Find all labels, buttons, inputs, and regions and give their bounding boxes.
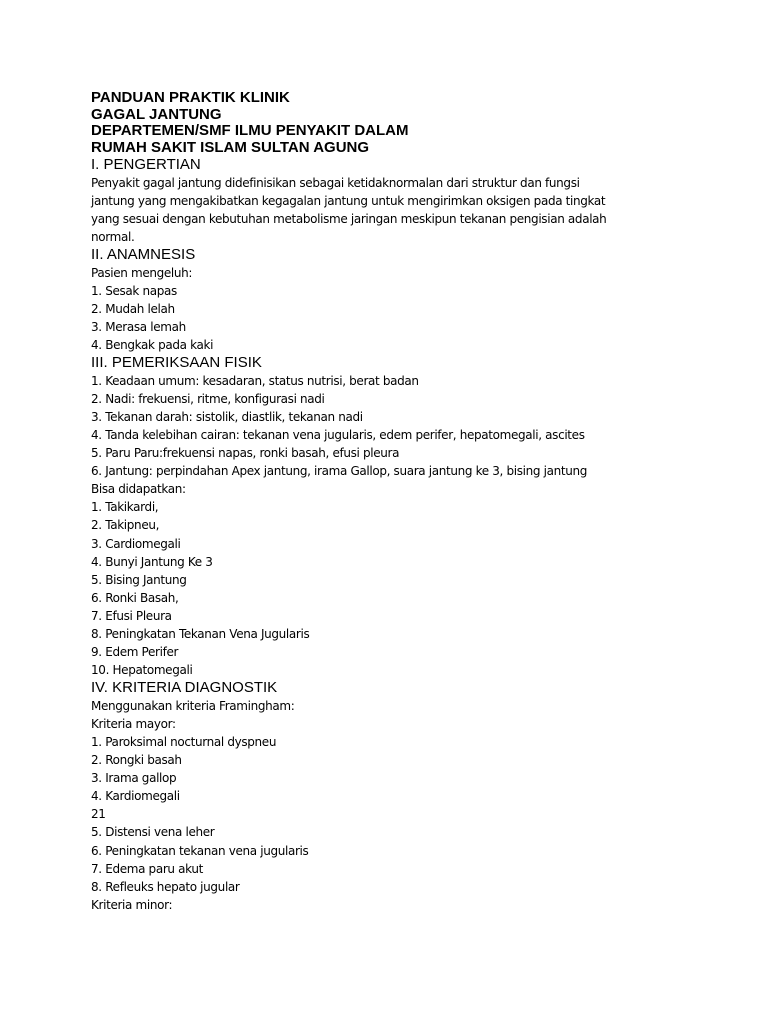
section-anamnesis: [91, 246, 731, 354]
major-criteria-label: Kriteria mayor:: [91, 716, 176, 731]
list-item: 4. Bunyi Jantung Ke 3: [91, 554, 213, 569]
list-item: 1. Sesak napas: [91, 283, 177, 298]
list-item: 4. Tanda kelebihan cairan: tekanan vena jugularis, edem perifer, hepatomegali, ascites: [91, 428, 585, 442]
paragraph-line: yang sesuai dengan kebutuhan metabolisme jaringan meskipun tekanan pengisian adalah: [91, 212, 607, 227]
list-item: 9. Edem Perifer: [91, 645, 179, 660]
list-intro: Bisa didapatkan:: [91, 482, 186, 497]
list-item: 5. Paru Paru:frekuensi napas, ronki basah, efusi pleura: [91, 446, 400, 461]
header-topic: GAGAL JANTUNG: [91, 105, 222, 123]
list-item: 3. Merasa lemah: [91, 320, 186, 335]
list-item: 2. Mudah lelah: [91, 301, 175, 316]
list-item: 4. Bengkak pada kaki: [91, 338, 214, 353]
list-item: 8. Refleuks hepato jugular: [91, 879, 240, 894]
list-item: 7. Edema paru akut: [91, 861, 203, 876]
list-item: 1. Takikardi,: [91, 500, 159, 515]
list-item: 3. Tekanan darah: sistolik, diastlik, tekanan nadi: [91, 409, 363, 424]
list-intro: Menggunakan kriteria Framingham:: [91, 698, 295, 713]
list-item: 4. Kardiomegali: [91, 789, 180, 804]
page-number: 21: [91, 807, 106, 822]
list-item: 1. Paroksimal nocturnal dyspneu: [91, 735, 277, 749]
list-item: 3. Irama gallop: [91, 771, 177, 786]
list-item: 6. Jantung: perpindahan Apex jantung, irama Gallop, suara jantung ke 3, bising jantung: [91, 464, 587, 479]
section-kriteria-diagnostik: [91, 679, 731, 914]
paragraph-line: normal.: [91, 230, 135, 245]
document-header: [91, 90, 731, 156]
list-item: 6. Peningkatan tekanan vena jugularis: [91, 843, 309, 858]
header-hospital: RUMAH SAKIT ISLAM SULTAN AGUNG: [91, 138, 370, 156]
list-item: 1. Keadaan umum: kesadaran, status nutrisi, berat badan: [91, 373, 419, 388]
list-item: 7. Efusi Pleura: [91, 608, 172, 623]
section-title-pemeriksaan-fisik: III. PEMERIKSAAN FISIK: [91, 354, 262, 372]
paragraph-line: Penyakit gagal jantung didefinisikan sebagai ketidaknormalan dari struktur dan fungsi: [91, 175, 580, 190]
list-item: 3. Cardiomegali: [91, 536, 181, 551]
section-title-anamnesis: II. ANAMNESIS: [91, 246, 196, 264]
list-item: 2. Rongki basah: [91, 753, 182, 768]
header-department: DEPARTEMEN/SMF ILMU PENYAKIT DALAM: [91, 122, 409, 140]
section-title-pengertian: I. PENGERTIAN: [91, 156, 201, 174]
list-item: 10. Hepatomegali: [91, 663, 193, 678]
list-item: 2. Takipneu,: [91, 518, 160, 533]
section-pengertian: [91, 156, 731, 246]
section-title-kriteria-diagnostik: IV. KRITERIA DIAGNOSTIK: [91, 679, 278, 697]
minor-criteria-label: Kriteria minor:: [91, 897, 173, 912]
list-item: 2. Nadi: frekuensi, ritme, konfigurasi nadi: [91, 391, 325, 406]
list-intro: Pasien mengeluh:: [91, 265, 193, 280]
list-item: 6. Ronki Basah,: [91, 590, 179, 605]
document-page: [91, 90, 731, 914]
list-item: 5. Distensi vena leher: [91, 825, 215, 840]
list-item: 5. Bising Jantung: [91, 572, 187, 587]
paragraph-line: jantung yang mengakibatkan kegagalan jantung untuk mengirimkan oksigen pada tingkat: [91, 193, 606, 208]
section-pemeriksaan-fisik: [91, 354, 731, 679]
header-title: PANDUAN PRAKTIK KLINIK: [91, 89, 290, 106]
list-item: 8. Peningkatan Tekanan Vena Jugularis: [91, 627, 310, 642]
